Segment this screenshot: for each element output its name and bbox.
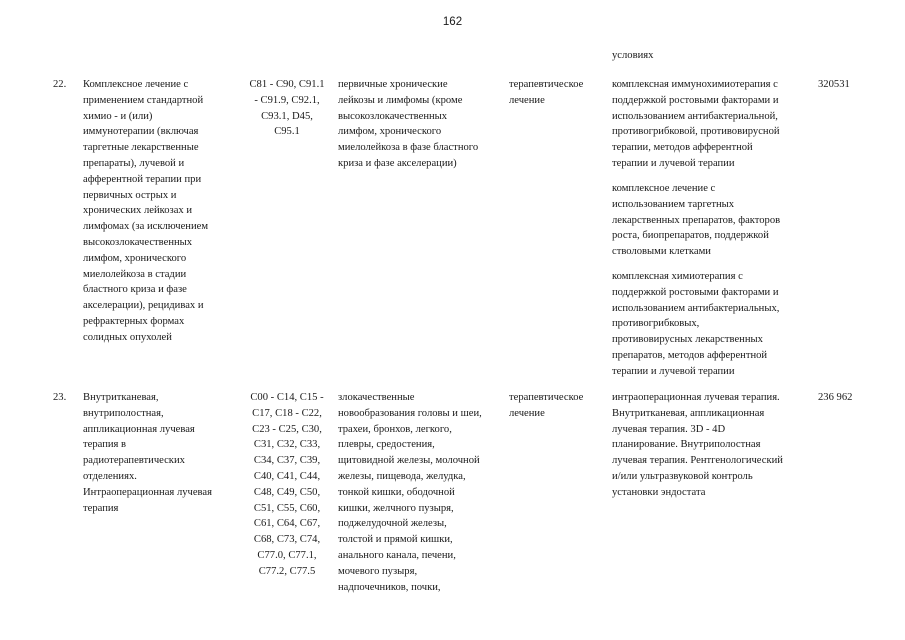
cost-value: 236 962: [818, 392, 853, 403]
care-type-name: Комплексное лечение с применением стандартной химио - и (или) иммунотерапии (включая таргетные лекарственные препараты), лучевой и афферентной терапии при первичных острых и хронических лейкозах и лимфомах (за исключением высокозлокачественных лимфом, хронического миелолейкоза в стадии бластного криза и фазе акселерации), рецидивах и рефрактерных формах солидных опухолей: [83, 79, 209, 343]
treatment-method: комплексная иммунохимиотерапия с поддержкой ростовыми факторами и использованием антибактериальной, противогрибковой, противовирусной терапии, методов афферентной терапии и лучевой терапии: [612, 79, 780, 169]
icd-codes: C00 - C14, C15 - C17, C18 - C22, C23 - C25, C30, C31, C32, C33, C34, C37, C39, C40, C41, C44, C48, C49, C50, C51, C55, C60, C61, C64, C67, C68, C73, C74, C77.0, C77.1, C77.2, C77.5: [250, 392, 324, 577]
diagnosis-model: злокачественные новообразования головы и шеи, трахеи, бронхов, легкого, плевры, средостения, щитовидной железы, молочной железы, пищевода, желудка, тонкой кишки, ободочной кишки, желчного пузыря, поджелудочной железы, толстой и прямой кишки, анального канала, печени, мочевого пузыря, надпочечников, почки,: [338, 392, 482, 593]
treatment-type: терапевтическое лечение: [509, 79, 584, 106]
treatment-method: комплексное лечение с использованием таргетных лекарственных препаратов, факторов роста, биопрепаратов, поддержкой стволовыми клетками: [612, 183, 781, 258]
treatment-method: интраоперационная лучевая терапия. Внутритканевая, аппликационная лучевая терапия. 3D - 4D планирование. Внутриполостная лучевая терапия. Рентгенологический и/или ультразвуковой контроль установки эндостата: [612, 392, 783, 498]
diagnosis-model: первичные хронические лейкозы и лимфомы (кроме высокозлокачественных лимфом, хронического миелолейкоза в фазе бластного криза и фазе акселерации): [338, 79, 479, 169]
icd-codes: C81 - C90, C91.1 - C91.9, C92.1, C93.1, D45, C95.1: [249, 79, 325, 138]
page-number: 162: [442, 16, 463, 28]
treatment-method: комплексная химиотерапия с поддержкой ростовыми факторами и использованием антибактериальных, противогрибковых, противовирусных лекарственных препаратов, методов афферентной терапии и лучевой терапии: [612, 271, 780, 377]
cost-value: 320531: [818, 79, 850, 90]
row-number: 23.: [53, 392, 67, 403]
treatment-type: терапевтическое лечение: [509, 392, 584, 419]
care-type-name: Внутритканевая, внутриполостная, аппликационная лучевая терапия в радиотерапевтических отделениях. Интраоперационная лучевая терапия: [83, 392, 212, 514]
row-number: 22.: [53, 79, 67, 90]
carry-over-text: условиях: [612, 50, 654, 61]
